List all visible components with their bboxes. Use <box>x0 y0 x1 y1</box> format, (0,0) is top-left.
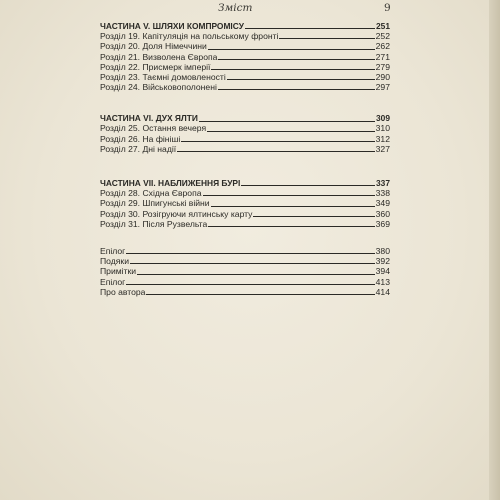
toc-leader-line <box>137 274 375 275</box>
toc-back-matter-page: 394 <box>375 266 390 277</box>
toc-chapter-row <box>100 134 390 144</box>
toc-back-matter-page: 392 <box>375 256 390 267</box>
toc-leader-line <box>208 226 374 227</box>
toc-back-matter-row <box>100 277 390 287</box>
toc-leader-line <box>199 121 375 122</box>
toc-part-5 <box>100 21 390 92</box>
toc-leader-line <box>211 69 374 70</box>
running-header <box>0 2 489 16</box>
toc-chapter-page: 369 <box>375 218 390 229</box>
toc-back-matter-page: 380 <box>375 245 390 256</box>
toc-part-page: 309 <box>376 113 390 124</box>
toc-chapter-title: Розділ 29. Шпигунські війни <box>100 198 210 209</box>
page-number: 9 <box>384 2 391 14</box>
toc-leader-line <box>177 151 375 152</box>
toc-chapter-title: Розділ 28. Східна Європа <box>100 188 202 199</box>
toc-chapter-row <box>100 41 390 51</box>
table-of-contents <box>100 21 390 297</box>
page-edge-shadow <box>489 0 500 500</box>
toc-back-matter-row <box>100 287 390 297</box>
toc-leader-line <box>126 284 374 285</box>
toc-leader-line <box>279 38 374 39</box>
toc-leader-line <box>211 206 375 207</box>
toc-chapter-row <box>100 209 390 219</box>
running-title: Зміст <box>218 2 253 14</box>
toc-chapter-page: 312 <box>375 133 390 144</box>
toc-leader-line <box>207 131 375 132</box>
toc-chapter-page: 297 <box>375 82 390 93</box>
toc-back-matter-title: Про автора <box>100 286 146 297</box>
toc-part-heading <box>100 178 390 188</box>
toc-back-matter-title: Епілог <box>100 276 126 287</box>
toc-back-matter-row <box>100 246 390 256</box>
toc-chapter-title: Розділ 22. Присмерк імперії <box>100 61 211 72</box>
toc-part-7 <box>100 178 390 229</box>
toc-leader-line <box>241 185 375 186</box>
toc-part-heading <box>100 113 390 123</box>
toc-chapter-page: 252 <box>375 31 390 42</box>
toc-leader-line <box>227 79 375 80</box>
toc-chapter-title: Розділ 26. На фініші <box>100 133 181 144</box>
toc-chapter-row <box>100 219 390 229</box>
toc-back-matter-title: Епілог <box>100 245 126 256</box>
toc-chapter-page: 338 <box>375 188 390 199</box>
toc-part-title: ЧАСТИНА VI. ДУХ ЯЛТИ <box>100 113 198 124</box>
toc-back-matter-page: 414 <box>375 286 390 297</box>
toc-chapter-title: Розділ 19. Капітуляція на польському фронті <box>100 31 279 42</box>
toc-chapter-page: 327 <box>375 143 390 154</box>
toc-leader-line <box>218 59 374 60</box>
toc-chapter-title: Розділ 23. Таємні домовленості <box>100 71 226 82</box>
toc-back-matter-title: Примітки <box>100 266 137 277</box>
toc-part-heading <box>100 21 390 31</box>
toc-back-matter-row <box>100 266 390 276</box>
toc-chapter-row <box>100 82 390 92</box>
toc-chapter-page: 262 <box>375 41 390 52</box>
toc-chapter-title: Розділ 31. Після Рузвельта <box>100 218 208 229</box>
toc-chapter-page: 349 <box>375 198 390 209</box>
toc-chapter-row <box>100 198 390 208</box>
toc-leader-line <box>208 49 375 50</box>
toc-chapter-title: Розділ 27. Дні надії <box>100 143 177 154</box>
toc-leader-line <box>146 294 374 295</box>
toc-chapter-row <box>100 52 390 62</box>
toc-back-matter-row <box>100 256 390 266</box>
toc-leader-line <box>203 195 375 196</box>
toc-chapter-page: 271 <box>375 51 390 62</box>
toc-leader-line <box>218 89 375 90</box>
toc-part-page: 251 <box>376 20 390 31</box>
toc-chapter-row <box>100 72 390 82</box>
toc-chapter-title: Розділ 30. Розігруючи ялтинську карту <box>100 208 253 219</box>
toc-leader-line <box>181 141 374 142</box>
toc-part-title: ЧАСТИНА VII. НАБЛИЖЕННЯ БУРІ <box>100 178 241 189</box>
toc-back-matter-page: 413 <box>375 276 390 287</box>
toc-chapter-row <box>100 124 390 134</box>
toc-back-matter <box>100 246 390 297</box>
toc-leader-line <box>130 263 375 264</box>
toc-chapter-title: Розділ 20. Доля Німеччини <box>100 41 207 52</box>
toc-chapter-row <box>100 188 390 198</box>
toc-leader-line <box>253 216 374 217</box>
toc-chapter-page: 290 <box>375 71 390 82</box>
toc-chapter-page: 279 <box>375 61 390 72</box>
toc-chapter-row <box>100 144 390 154</box>
toc-leader-line <box>126 253 374 254</box>
toc-part-title: ЧАСТИНА V. ШЛЯХИ КОМПРОМІСУ <box>100 20 244 31</box>
toc-chapter-page: 360 <box>375 208 390 219</box>
toc-chapter-title: Розділ 25. Остання вечеря <box>100 123 207 134</box>
toc-chapter-title: Розділ 21. Визволена Європа <box>100 51 218 62</box>
toc-part-6 <box>100 113 390 154</box>
toc-part-page: 337 <box>376 178 390 189</box>
toc-chapter-page: 310 <box>375 123 390 134</box>
toc-leader-line <box>245 28 375 29</box>
toc-chapter-title: Розділ 24. Військовополонені <box>100 82 217 93</box>
toc-chapter-row <box>100 31 390 41</box>
toc-back-matter-title: Подяки <box>100 256 129 267</box>
toc-chapter-row <box>100 62 390 72</box>
